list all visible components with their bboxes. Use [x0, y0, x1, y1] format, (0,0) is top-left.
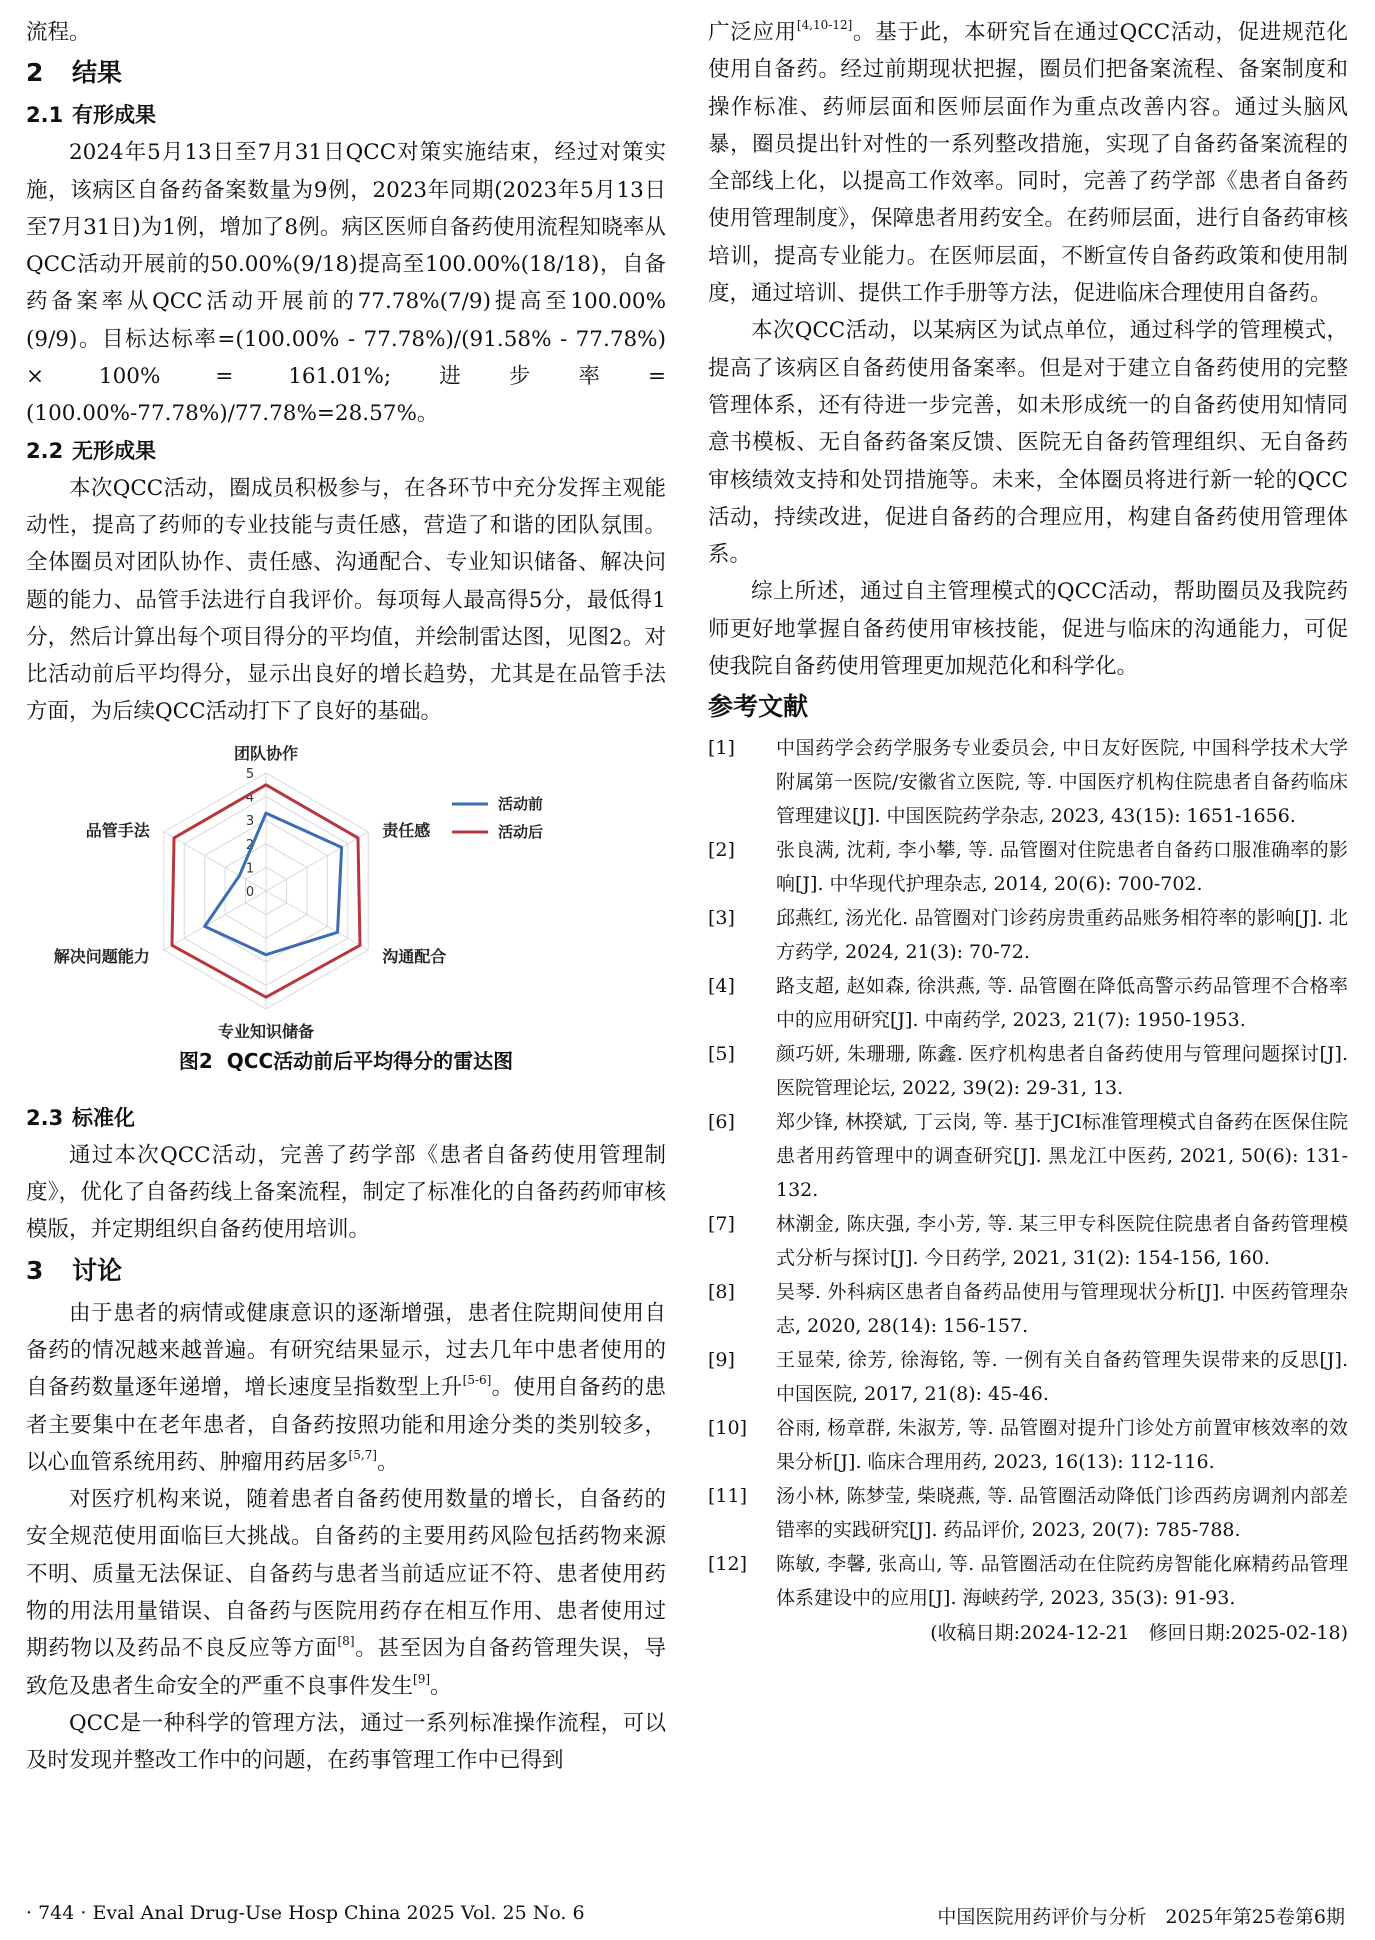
text-run: 。使用自备药的患者主要集中在老年患者，自备药按照功能和用途分类的类别较多，以心血管系统用药、肿瘤用药居多 — [26, 1375, 666, 1475]
reference-number: [10] — [708, 1417, 748, 1440]
reference-number: [7] — [708, 1213, 735, 1236]
discussion-paragraph-4: 本次QCC活动，以某病区为试点单位，通过科学的管理模式，提高了该病区自备药使用备案率。但是对于建立自备药使用的完整管理体系，还有待进一步完善，如未形成统一的自备药使用知情同意书模板、无自备药备案反馈、医院无自备药管理组织、无自备药审核绩效支持和处罚措施等。未来，全体圈员将进行新一轮的QCC活动，持续改进，促进自备药的合理应用，构建自备药使用管理体系。 — [708, 318, 1348, 568]
legend-label: 活动后 — [498, 822, 544, 841]
reference-text: 路支超, 赵如森, 徐洪燕, 等. 品管圈在降低高警示药品管理不合格率中的应用研究[J]. 中南药学, 2023, 21(7): 1950-1953. — [776, 975, 1348, 1032]
text-run: 。甚至因为自备药管理失误，导致危及患者生命安全的严重不良事件发生 — [26, 1636, 666, 1699]
reference-number: [6] — [708, 1111, 735, 1134]
section-number: 3 — [26, 1255, 44, 1285]
continued-paragraph — [708, 14, 1348, 312]
citation: [9] — [413, 1671, 431, 1686]
reference-text: 郑少锋, 林揆斌, 丁云岗, 等. 基于JCI标准管理模式自备药在医保住院患者用药管理中的调查研究[J]. 黑龙江中医药, 2021, 50(6): 131-132. — [776, 1111, 1348, 1202]
text-run: 。 — [376, 1449, 399, 1475]
reference-item — [708, 1037, 1348, 1105]
received-dates: (收稿日期:2024-12-21 修回日期:2025-02-18) — [930, 1622, 1348, 1645]
discussion-paragraph-3: QCC是一种科学的管理方法，通过一系列标准操作流程，可以及时发现并整改工作中的问题，在药事管理工作中已得到 — [26, 1710, 666, 1774]
citation: [5,7] — [348, 1447, 377, 1462]
radar-spoke — [266, 832, 368, 891]
section-number: 2.3 — [26, 1105, 64, 1130]
radar-tick-label: 5 — [245, 766, 255, 782]
section-number: 2.1 — [26, 103, 64, 128]
reference-number: [5] — [708, 1043, 735, 1066]
radar-axis-label: 解决问题能力 — [53, 946, 150, 966]
intro-text: 流程。 — [26, 20, 91, 45]
reference-item — [708, 1479, 1348, 1547]
reference-text: 林潮金, 陈庆强, 李小芳, 等. 某三甲专科医院住院患者自备药管理模式分析与探讨[J]. 今日药学, 2021, 31(2): 154-156, 160. — [776, 1213, 1348, 1270]
text-run: 。基于此，本研究旨在通过QCC活动，促进规范化使用自备药。经过前期现状把握，圈员们把备案流程、备案制度和操作标准、药师层面和医师层面作为重点改善内容。通过头脑风暴，圈员提出针对性的一系列整改措施，实现了自备药备案流程的全部线上化，以提高工作效率。同时，完善了药学部《患者自备药使用管理制度》，保障患者用药安全。在药师层面，进行自备药审核培训，提高专业能力。在医师层面，不断宣传自备药政策和使用制度，通过培训、提供工作手册等方法，促进临床合理使用自备药。 — [708, 20, 1348, 307]
radar-tick-label: 3 — [245, 813, 255, 829]
reference-item — [708, 731, 1348, 833]
section-title: 结果 — [72, 58, 123, 88]
reference-item — [708, 1411, 1348, 1479]
citation: [4,10-12] — [796, 18, 853, 32]
reference-text: 王显荣, 徐芳, 徐海铭, 等. 一例有关自备药管理失误带来的反思[J]. 中国医院, 2017, 21(8): 45-46. — [776, 1349, 1348, 1406]
citation: [8] — [337, 1634, 355, 1649]
reference-text: 邱燕红, 汤光化. 品管圈对门诊药房贵重药品账务相符率的影响[J]. 北方药学, 2024, 21(3): 70-72. — [776, 907, 1348, 964]
conclusion-paragraph: 综上所述，通过自主管理模式的QCC活动，帮助圈员及我院药师更好地掌握自备药使用审核技能，促进与临床的沟通能力，可促使我院自备药使用管理更加规范化和科学化。 — [708, 579, 1348, 680]
text-run: 。 — [430, 1673, 452, 1699]
section-2-1-heading — [26, 97, 666, 134]
text-run: 广泛应用 — [708, 20, 797, 45]
right-column — [708, 14, 1348, 1649]
radar-chart-figure — [26, 741, 666, 1041]
reference-item — [708, 969, 1348, 1037]
reference-item — [708, 1547, 1348, 1615]
section-number: 2 — [26, 58, 44, 88]
reference-item — [708, 901, 1348, 969]
intangible-results-paragraph: 本次QCC活动，圈成员积极参与，在各环节中充分发挥主观能动性，提高了药师的专业技能与责任感，营造了和谐的团队氛围。全体圈员对团队协作、责任感、沟通配合、专业知识储备、解决问题的能力、品管手法进行自我评价。每项每人最高得5分，最低得1分，然后计算出每个项目得分的平均值，并绘制雷达图，见图2。对比活动前后平均得分，显示出良好的增长趋势，尤其是在品管手法方面，为后续QCC活动打下了良好的基础。 — [26, 475, 666, 725]
section-2-3-heading — [26, 1100, 666, 1137]
reference-number: [4] — [708, 975, 735, 998]
radar-axis-label: 品管手法 — [85, 820, 150, 840]
reference-number: [8] — [708, 1281, 735, 1304]
section-number: 2.2 — [26, 438, 64, 463]
reference-text: 吴琴. 外科病区患者自备药品使用与管理现状分析[J]. 中医药管理杂志, 2020, 28(14): 156-157. — [776, 1281, 1348, 1338]
left-column — [26, 14, 666, 1780]
reference-text: 汤小林, 陈梦莹, 柴晓燕, 等. 品管圈活动降低门诊西药房调剂内部差错率的实践研究[J]. 药品评价, 2023, 20(7): 785-788. — [776, 1485, 1348, 1542]
footer-left: · 744 · Eval Anal Drug-Use Hosp China 2025 Vol. 25 No. 6 — [26, 1902, 585, 1924]
reference-text: 中国药学会药学服务专业委员会, 中日友好医院, 中国科学技术大学附属第一医院/安徽省立医院, 等. 中国医疗机构住院患者自备药临床管理建议[J]. 中国医院药学杂志, 2023, 43(15): 1651-1656. — [776, 737, 1348, 828]
radar-tick-label: 1 — [245, 861, 255, 877]
reference-number: [11] — [708, 1485, 748, 1508]
section-title: 讨论 — [72, 1255, 123, 1285]
reference-text: 颜巧妍, 朱珊珊, 陈鑫. 医疗机构患者自备药使用与管理问题探讨[J]. 医院管理论坛, 2022, 39(2): 29-31, 13. — [776, 1043, 1348, 1100]
citation: [5-6] — [462, 1373, 492, 1388]
reference-list — [708, 731, 1348, 1615]
footer-right: 中国医院用药评价与分析 2025年第25卷第6期 — [937, 1906, 1345, 1928]
reference-item — [708, 1105, 1348, 1207]
figure-label: 图2 — [178, 1048, 213, 1073]
section-title: 标准化 — [72, 1105, 135, 1130]
reference-number: [12] — [708, 1553, 748, 1576]
section-3-heading — [26, 1253, 666, 1289]
radar-tick-label: 0 — [245, 884, 255, 900]
reference-item — [708, 1343, 1348, 1411]
figure-caption — [26, 1045, 666, 1074]
tangible-results-paragraph: 2024年5月13日至7月31日QCC对策实施结束，经过对策实施，该病区自备药备案数量为9例，2023年同期(2023年5月13日至7月31日)为1例，增加了8例。病区医师自备药使用流程知晓率从QCC活动开展前的50.00%(9/18)提高至100.00%(18/18)，自备药备案率从QCC活动开展前的77.78%(7/9)提高至100.00%(9/9)。目标达标率=(100.00% - 77.78%)/(91.58% - 77.78%) × 100% = 161.01%;进步率=(100.00%-77.78%)/77.78%=28.57%。 — [26, 140, 666, 427]
reference-text: 陈敏, 李馨, 张高山, 等. 品管圈活动在住院药房智能化麻精药品管理体系建设中的应用[J]. 海峡药学, 2023, 35(3): 91-93. — [776, 1553, 1348, 1610]
reference-text: 谷雨, 杨章群, 朱淑芳, 等. 品管圈对提升门诊处方前置审核效率的效果分析[J]. 临床合理用药, 2023, 16(13): 112-116. — [776, 1417, 1348, 1474]
discussion-paragraph-2 — [26, 1481, 666, 1705]
radar-axis-label: 责任感 — [382, 820, 431, 840]
reference-text: 张良满, 沈莉, 李小攀, 等. 品管圈对住院患者自备药口服准确率的影响[J]. 中华现代护理杂志, 2014, 20(6): 700-702. — [776, 839, 1348, 896]
discussion-paragraph-1 — [26, 1295, 666, 1481]
text-run: 对医疗机构来说，随着患者自备药使用数量的增长，自备药的安全规范使用面临巨大挑战。自备药的主要用药风险包括药物来源不明、质量无法保证、自备药与患者当前适应证不符、患者使用药物的用法用量错误、自备药与医院用药存在相互作用、患者使用过期药物以及药品不良反应等方面 — [26, 1487, 666, 1662]
radar-axis-label: 团队协作 — [233, 743, 299, 763]
section-2-2-heading — [26, 433, 666, 470]
reference-number: [2] — [708, 839, 735, 862]
reference-number: [1] — [708, 737, 735, 760]
standardization-paragraph: 通过本次QCC活动，完善了药学部《患者自备药使用管理制度》，优化了自备药线上备案流程，制定了标准化的自备药药师审核模版，并定期组织自备药使用培训。 — [26, 1142, 666, 1243]
section-title: 有形成果 — [72, 103, 156, 128]
reference-number: [9] — [708, 1349, 735, 1372]
radar-axis-label: 沟通配合 — [382, 946, 447, 966]
section-2-heading — [26, 55, 666, 91]
reference-item — [708, 833, 1348, 901]
radar-axis-label: 专业知识储备 — [217, 1021, 315, 1041]
reference-item — [708, 1275, 1348, 1343]
reference-item — [708, 1207, 1348, 1275]
radar-tick-label: 4 — [245, 790, 255, 806]
references-heading: 参考文献 — [708, 692, 809, 722]
figure-caption-text: QCC活动前后平均得分的雷达图 — [226, 1048, 514, 1073]
radar-chart — [26, 741, 666, 1041]
radar-tick-label: 2 — [245, 837, 255, 853]
text-run: 由于患者的病情或健康意识的逐渐增强，患者住院期间使用自备药的情况越来越普遍。有研究结果显示，过去几年中患者使用的自备药数量逐年递增，增长速度呈指数型上升 — [26, 1300, 666, 1401]
reference-number: [3] — [708, 907, 735, 930]
section-title: 无形成果 — [72, 438, 156, 463]
legend-label: 活动前 — [498, 794, 544, 813]
radar-spoke — [266, 891, 368, 950]
